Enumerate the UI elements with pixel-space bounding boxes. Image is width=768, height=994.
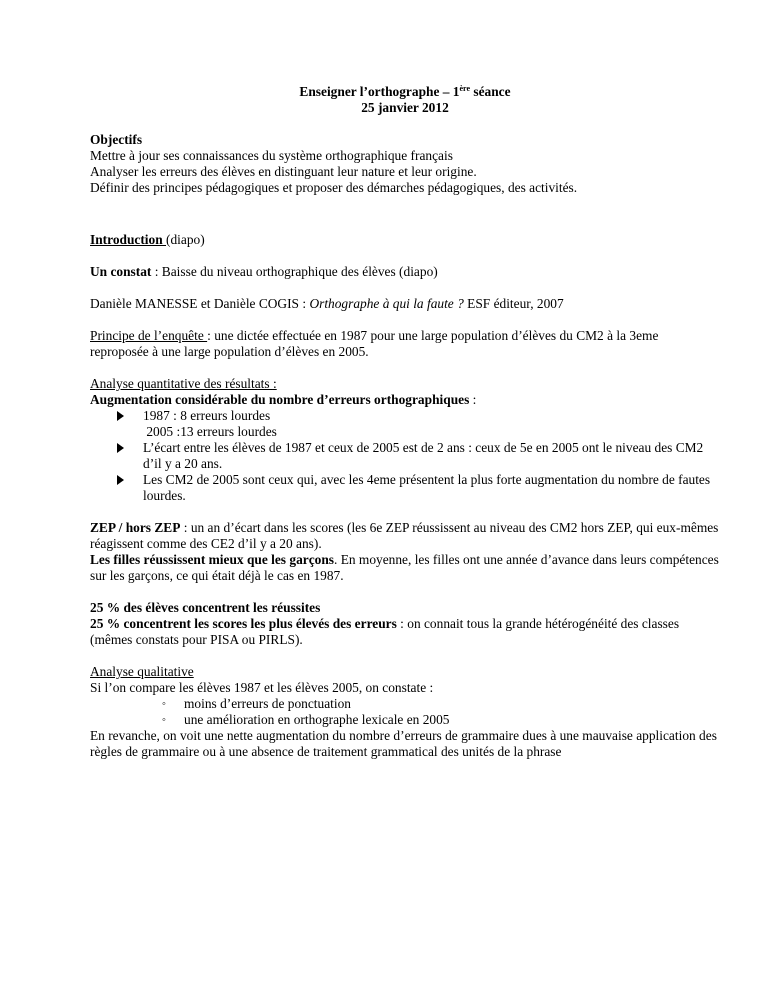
constat-text: : Baisse du niveau orthographique des élèves (diapo) (151, 264, 438, 279)
zep-label: ZEP / hors ZEP (90, 520, 181, 535)
objectif-line: Définir des principes pédagogiques et proposer des démarches pédagogiques, des activités. (90, 180, 578, 195)
document-page (90, 84, 720, 760)
list-item-text: 2005 :13 erreurs lourdes (143, 424, 277, 439)
document-title (90, 84, 720, 100)
objectif-line: Mettre à jour ses connaissances du système orthographique français (90, 148, 453, 163)
circle-bullet-icon: ◦ (162, 714, 166, 726)
concentration-paragraph (90, 616, 720, 648)
list-item-text: moins d’erreurs de ponctuation (184, 696, 351, 711)
list-item-continuation (90, 424, 720, 440)
triangle-bullet-icon (117, 443, 124, 453)
list-item (90, 712, 720, 728)
qualitative-list (90, 696, 720, 728)
list-item-text: L’écart entre les élèves de 1987 et ceux de 2005 est de 2 ans : ceux de 5e en 2005 ont le niveau des CM2 d’il y a 20 ans. (143, 440, 704, 471)
zep-text: : un an d’écart dans les scores (les 6e ZEP réussissent au niveau des CM2 hors ZEP, qui eux-mêmes réagissent comme des CE2 d’il y a 20 ans). (90, 520, 719, 551)
reference-authors: Danièle MANESSE et Danièle COGIS : (90, 296, 310, 311)
title-suffix: séance (470, 84, 511, 99)
circle-bullet-icon: ◦ (162, 698, 166, 710)
quantitative-heading-text: Analyse quantitative des résultats (90, 376, 273, 391)
enquete-paragraph (90, 328, 720, 360)
quantitative-sub-tail: : (469, 392, 477, 407)
title-text: Enseigner l’orthographe – 1 (299, 84, 460, 99)
quantitative-sub-bold: Augmentation considérable du nombre d’erreurs orthographiques (90, 392, 470, 407)
filles-bold: Les filles réussissent mieux que les garçons (90, 552, 334, 567)
objectifs-heading: Objectifs (90, 132, 143, 147)
list-item (90, 408, 720, 424)
introduction-note: (diapo) (166, 232, 205, 247)
list-item-text: 1987 : 8 erreurs lourdes (143, 408, 271, 423)
introduction-heading: Introduction (90, 232, 167, 247)
qualitative-heading: Analyse qualitative (90, 664, 194, 679)
reference-publisher: ESF éditeur, 2007 (463, 296, 564, 311)
quantitative-heading-tail: : (272, 376, 277, 391)
document-date: 25 janvier 2012 (361, 100, 449, 115)
triangle-bullet-icon (117, 475, 124, 485)
quantitative-subheading (90, 392, 720, 408)
concentration-bold: 25 % concentrent les scores les plus élevés des erreurs (90, 616, 397, 631)
quantitative-heading (90, 376, 720, 392)
list-item (90, 696, 720, 712)
zep-paragraph (90, 520, 720, 552)
quantitative-list (90, 408, 720, 504)
triangle-bullet-icon (117, 411, 124, 421)
filles-paragraph (90, 552, 720, 584)
list-item-text: Les CM2 de 2005 sont ceux qui, avec les 4eme présentent la plus forte augmentation du nombre de fautes lourdes. (143, 472, 711, 503)
concentration-line: 25 % des élèves concentrent les réussites (90, 600, 321, 615)
introduction-paragraph (90, 232, 720, 248)
concentration-text: : on connait tous la grande hétérogénéité des classes (mêmes constats pour PISA ou PIRLS). (90, 616, 680, 647)
constat-paragraph (90, 264, 720, 280)
list-item (90, 472, 720, 504)
list-item-text: une amélioration en orthographe lexicale en 2005 (184, 712, 450, 727)
enquete-label: Principe de l’enquête (90, 328, 208, 343)
qualitative-conclusion: En revanche, on voit une nette augmentation du nombre d’erreurs de grammaire dues à une mauvaise application des règles de grammaire ou à une absence de traitement grammatical des unités de la phrase (90, 728, 717, 759)
qualitative-intro: Si l’on compare les élèves 1987 et les élèves 2005, on constate : (90, 680, 434, 695)
reference-paragraph (90, 296, 720, 312)
enquete-text: : une dictée effectuée en 1987 pour une large population d’élèves du CM2 à la 3eme reproposée à une large population d’élèves en 2005. (90, 328, 659, 359)
reference-book: Orthographe à qui la faute ? (309, 296, 464, 311)
list-item (90, 440, 720, 472)
title-superscript: ère (459, 84, 471, 93)
objectif-line: Analyser les erreurs des élèves en distinguant leur nature et leur origine. (90, 164, 477, 179)
filles-text: . En moyenne, les filles ont une année d’avance dans leurs compétences sur les garçons, ce qui était déjà le cas en 1987. (90, 552, 719, 583)
constat-label: Un constat (90, 264, 152, 279)
